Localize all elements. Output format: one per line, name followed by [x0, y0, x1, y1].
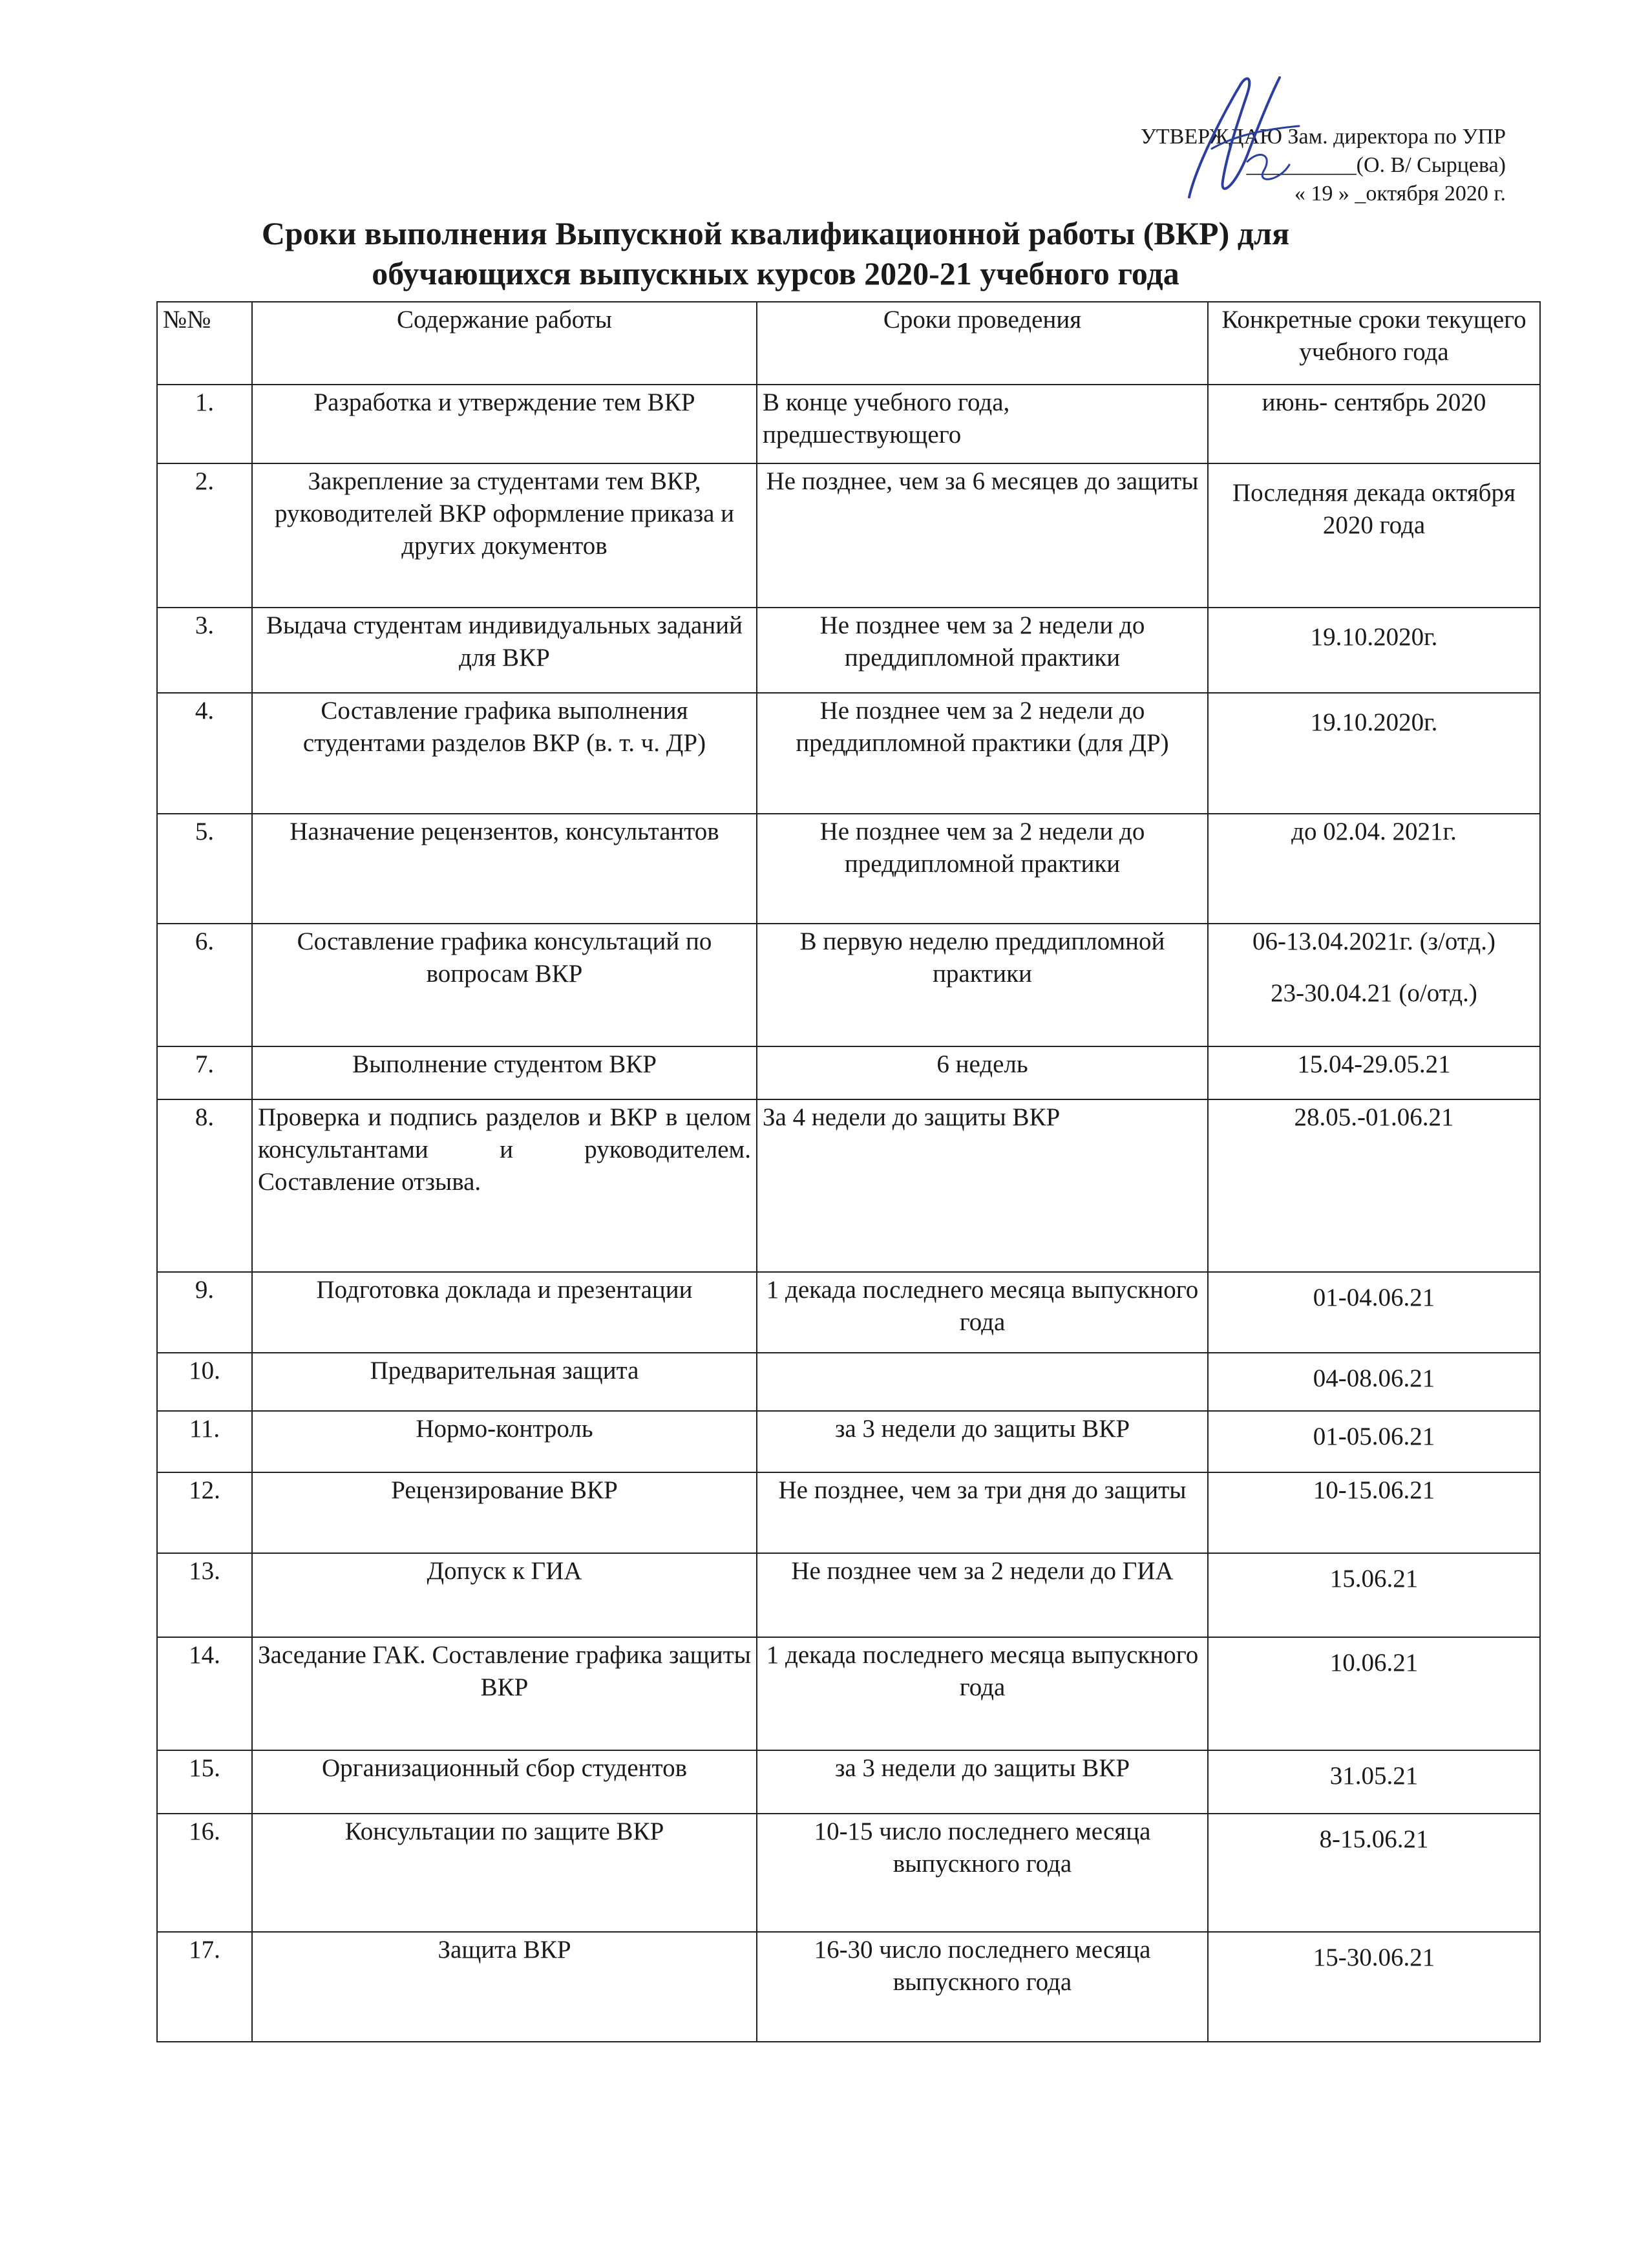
row-num: 17.: [157, 1932, 252, 2042]
row-content: Проверка и подпись разделов и ВКР в целом консультантами и руководителем. Составление отзыва.: [252, 1099, 757, 1272]
dates-extramural: 06-13.04.2021г. (з/отд.): [1252, 927, 1495, 955]
row-content: Рецензирование ВКР: [252, 1472, 757, 1553]
header-content: Содержание работы: [252, 302, 757, 385]
row-terms: 1 декада последнего месяца выпускного года: [757, 1272, 1208, 1353]
row-content: Защита ВКР: [252, 1932, 757, 2042]
table-row: [157, 1046, 1540, 1099]
header-num: №№: [157, 302, 252, 385]
table-row: [157, 1272, 1540, 1353]
row-dates: Последняя декада октября 2020 года: [1208, 463, 1540, 608]
row-terms: 1 декада последнего месяца выпускного года: [757, 1637, 1208, 1750]
row-content: Консультации по защите ВКР: [252, 1814, 757, 1932]
row-num: 4.: [157, 693, 252, 814]
row-terms: В первую неделю преддипломной практики: [757, 924, 1208, 1046]
row-content: Предварительная защита: [252, 1353, 757, 1411]
table-row: [157, 1472, 1540, 1553]
row-dates: 15-30.06.21: [1208, 1932, 1540, 2042]
row-terms: Не позднее чем за 2 недели до преддипломной практики: [757, 814, 1208, 924]
row-dates: [1208, 924, 1540, 1046]
row-num: 16.: [157, 1814, 252, 1932]
row-content: Разработка и утверждение тем ВКР: [252, 385, 757, 463]
row-dates: 19.10.2020г.: [1208, 608, 1540, 693]
row-dates: 10.06.21: [1208, 1637, 1540, 1750]
table-row: [157, 1750, 1540, 1814]
approval-line-signatory: __________(О. В/ Сырцева): [1246, 153, 1506, 177]
table-row: [157, 1353, 1540, 1411]
table-row: [157, 1637, 1540, 1750]
row-terms: [757, 1353, 1208, 1411]
table-row: [157, 385, 1540, 463]
row-content: Допуск к ГИА: [252, 1553, 757, 1637]
header-terms: Сроки проведения: [757, 302, 1208, 385]
row-num: 14.: [157, 1637, 252, 1750]
row-dates: июнь- сентябрь 2020: [1208, 385, 1540, 463]
row-terms: 6 недель: [757, 1046, 1208, 1099]
row-terms: Не позднее чем за 2 недели до ГИА: [757, 1553, 1208, 1637]
row-num: 9.: [157, 1272, 252, 1353]
row-num: 1.: [157, 385, 252, 463]
handwritten-signature: [1150, 58, 1318, 213]
row-num: 2.: [157, 463, 252, 608]
row-dates: 04-08.06.21: [1208, 1353, 1540, 1411]
document-title-line-2: обучающихся выпускных курсов 2020-21 учебного года: [372, 255, 1179, 291]
table-header-row: [157, 302, 1540, 385]
row-terms: за 3 недели до защиты ВКР: [757, 1750, 1208, 1814]
row-dates: до 02.04. 2021г.: [1208, 814, 1540, 924]
row-content: Организационный сбор студентов: [252, 1750, 757, 1814]
row-content: Выдача студентам индивидуальных заданий для ВКР: [252, 608, 757, 693]
row-content: Нормо-контроль: [252, 1411, 757, 1472]
row-terms: Не позднее, чем за 6 месяцев до защиты: [757, 463, 1208, 608]
row-content: Назначение рецензентов, консультантов: [252, 814, 757, 924]
row-terms: за 3 недели до защиты ВКР: [757, 1411, 1208, 1472]
schedule-table: [156, 301, 1541, 2042]
row-num: 6.: [157, 924, 252, 1046]
row-num: 8.: [157, 1099, 252, 1272]
row-dates: 8-15.06.21: [1208, 1814, 1540, 1932]
header-dates: Конкретные сроки текущего учебного года: [1208, 302, 1540, 385]
row-content: Составление графика выполнения студентами разделов ВКР (в. т. ч. ДР): [252, 693, 757, 814]
row-num: 15.: [157, 1750, 252, 1814]
row-dates: 15.06.21: [1208, 1553, 1540, 1637]
approval-line-approved: УТВЕРЖДАЮ Зам. директора по УПР: [1140, 125, 1506, 149]
document-title: [168, 213, 1383, 293]
row-content: Выполнение студентом ВКР: [252, 1046, 757, 1099]
row-content: Закрепление за студентами тем ВКР, руководителей ВКР оформление приказа и других документов: [252, 463, 757, 608]
table-row: [157, 1411, 1540, 1472]
row-dates: 01-05.06.21: [1208, 1411, 1540, 1472]
table-row: [157, 608, 1540, 693]
row-terms: 10-15 число последнего месяца выпускного года: [757, 1814, 1208, 1932]
document-title-line-1: Сроки выполнения Выпускной квалификационной работы (ВКР) для: [261, 215, 1290, 251]
table-row: [157, 463, 1540, 608]
row-dates: 10-15.06.21: [1208, 1472, 1540, 1553]
table-row: [157, 693, 1540, 814]
row-num: 11.: [157, 1411, 252, 1472]
row-content: Заседание ГАК. Составление графика защиты ВКР: [252, 1637, 757, 1750]
row-terms: Не позднее чем за 2 недели до преддипломной практики (для ДР): [757, 693, 1208, 814]
row-dates: 28.05.-01.06.21: [1208, 1099, 1540, 1272]
approval-line-date: « 19 » _октября 2020 г.: [1294, 182, 1506, 206]
row-dates: 15.04-29.05.21: [1208, 1046, 1540, 1099]
row-num: 13.: [157, 1553, 252, 1637]
row-terms: Не позднее чем за 2 недели до преддипломной практики: [757, 608, 1208, 693]
row-content: Составление графика консультаций по вопросам ВКР: [252, 924, 757, 1046]
table-row: [157, 1814, 1540, 1932]
row-terms: В конце учебного года, предшествующего: [757, 385, 1208, 463]
row-dates: 31.05.21: [1208, 1750, 1540, 1814]
dates-fulltime: 23-30.04.21 (о/отд.): [1271, 979, 1477, 1007]
row-num: 7.: [157, 1046, 252, 1099]
table-row: [157, 1099, 1540, 1272]
row-num: 3.: [157, 608, 252, 693]
table-row: [157, 814, 1540, 924]
row-content: Подготовка доклада и презентации: [252, 1272, 757, 1353]
row-num: 12.: [157, 1472, 252, 1553]
table-row: [157, 1932, 1540, 2042]
table-row: [157, 924, 1540, 1046]
row-terms: 16-30 число последнего месяца выпускного года: [757, 1932, 1208, 2042]
row-dates: 19.10.2020г.: [1208, 693, 1540, 814]
row-num: 5.: [157, 814, 252, 924]
row-terms: Не позднее, чем за три дня до защиты: [757, 1472, 1208, 1553]
row-terms: За 4 недели до защиты ВКР: [757, 1099, 1208, 1272]
row-num: 10.: [157, 1353, 252, 1411]
row-dates: 01-04.06.21: [1208, 1272, 1540, 1353]
table-row: [157, 1553, 1540, 1637]
